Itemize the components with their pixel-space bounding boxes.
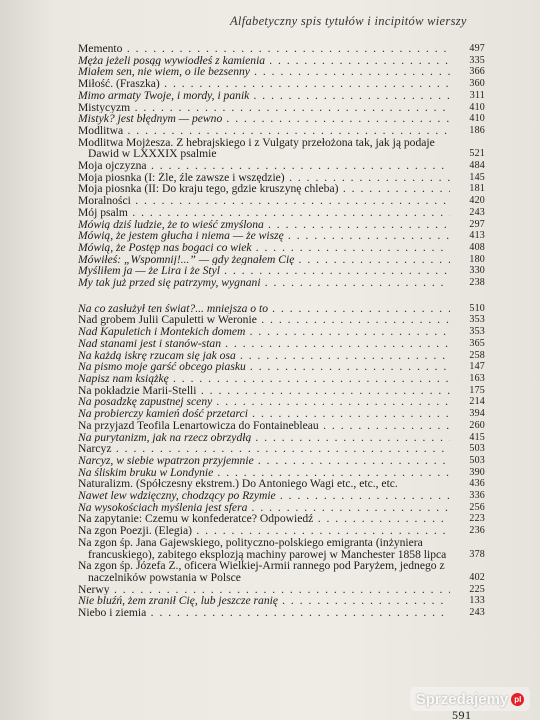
toc-entry-page: 256 xyxy=(469,501,485,513)
toc-entry-title: Nerwy . . . xyxy=(78,584,450,596)
toc-entry-title: Na probierczy kamień dość przetarci . . . xyxy=(78,408,450,420)
toc-entry-title: Nie bluźń, żem zranił Cię, lub jeszcze ranię . . . xyxy=(78,595,450,607)
toc-entry xyxy=(78,455,485,467)
watermark-logo xyxy=(410,687,530,711)
toc-entry-page: 410 xyxy=(469,101,485,113)
toc-entry xyxy=(78,160,485,172)
toc-entry-page: 420 xyxy=(469,195,485,207)
toc-entry-page: 410 xyxy=(469,113,485,125)
toc-entry-page: 145 xyxy=(469,171,485,183)
toc-entry-title: Na każdą iskrę rzucam się jak osa . . . xyxy=(78,350,450,362)
group-gap xyxy=(78,289,485,303)
toc-entry-title: Napisz nam książkę . . . xyxy=(78,373,450,385)
toc-entry xyxy=(78,303,485,315)
toc-entry xyxy=(78,90,485,102)
toc-entry xyxy=(78,102,485,114)
toc-entry-page: 521 xyxy=(469,148,485,160)
toc-entry-title: Na pismo moje garść obcego piasku . . . xyxy=(78,361,450,373)
toc-entry-page: 297 xyxy=(469,218,485,230)
toc-entry-title: Nad grobem Julii Capuletti w Weronie . . . xyxy=(78,314,450,326)
toc-entry-title: Nawet lew wdzięczny, chodzący po Rzymie . . . xyxy=(78,490,450,502)
toc-entry-page: 225 xyxy=(469,583,485,595)
toc-entry-page: 238 xyxy=(469,277,485,289)
toc-entry xyxy=(78,373,485,385)
toc-entry-title: Na zgon Poezji. (Elegia) . . . xyxy=(78,525,450,537)
toc-list xyxy=(78,43,485,619)
toc-entry xyxy=(78,560,485,583)
toc-entry xyxy=(78,66,485,78)
toc-entry-title: Modlitwa Mojżesza. Z hebrajskiego i z Vulgaty przełożona tak, jak ją podaje Dawid w LXXXIX psalmie xyxy=(78,135,435,161)
toc-entry xyxy=(78,137,485,160)
toc-entry-page: 497 xyxy=(469,43,485,54)
toc-entry-page: 378 xyxy=(469,548,485,560)
toc-entry-page: 353 xyxy=(469,326,485,338)
toc-entry xyxy=(78,207,485,219)
toc-entry-page: 243 xyxy=(469,607,485,619)
toc-entry xyxy=(78,265,485,277)
toc-entry-page: 186 xyxy=(469,124,485,136)
toc-entry xyxy=(78,338,485,350)
toc-entry-page: 311 xyxy=(469,89,485,101)
toc-entry-title: Moja piosnka (II: Do kraju tego, gdzie kruszynę chleba) . . . xyxy=(78,183,450,195)
toc-entry-page: 353 xyxy=(469,314,485,326)
toc-entry xyxy=(78,385,485,397)
toc-entry xyxy=(78,172,485,184)
toc-entry xyxy=(78,43,485,55)
toc-entry-page: 163 xyxy=(469,372,485,384)
toc-entry-title: Na pokładzie Marii-Stelli . . . xyxy=(78,385,450,397)
toc-entry-title: Na zgon śp. Jana Gajewskiego, polityczno-polskiego emigranta (inżyniera francuskiego), zabitego eksplozją machiny parowej w Manchester 1858 lipca xyxy=(78,535,447,561)
toc-entry-title: Mistycyzm . . . xyxy=(78,102,450,114)
toc-entry xyxy=(78,478,485,490)
toc-entry-title: Męża jeżeli posąg wywiodłeś z kamienia . . . xyxy=(78,55,450,67)
toc-entry-title: Modlitwa . . . xyxy=(78,125,450,137)
toc-group-n xyxy=(78,303,485,619)
toc-entry xyxy=(78,584,485,596)
toc-entry xyxy=(78,513,485,525)
toc-entry-title: Naturalizm. (Spółczesny ekstrem.) Do Antoniego Wagi etc., etc., etc. xyxy=(78,477,398,491)
toc-entry-title: Na wysokościach myślenia jest sfera . . . xyxy=(78,502,450,514)
toc-entry-page: 180 xyxy=(469,253,485,265)
toc-entry-page: 335 xyxy=(469,54,485,66)
toc-entry-page: 390 xyxy=(469,466,485,478)
toc-entry-title: Miłość. (Fraszka) . . . xyxy=(78,78,450,90)
running-header: Alfabetyczny spis tytułów i incipitów wierszy xyxy=(230,14,467,28)
toc-entry-page: 415 xyxy=(469,431,485,443)
toc-entry-page: 365 xyxy=(469,337,485,349)
toc-entry-page: 260 xyxy=(469,419,485,431)
toc-entry xyxy=(78,314,485,326)
toc-entry xyxy=(78,537,485,560)
toc-entry-title: Narcyz, w siebie wpatrzon przyjemnie . . . xyxy=(78,455,450,467)
toc-entry-page: 484 xyxy=(469,160,485,172)
toc-entry xyxy=(78,183,485,195)
toc-entry-title: Mimo armaty Twoje, i mordy, i panik . . . xyxy=(78,90,450,102)
toc-entry-title: Moja ojczyzna . . . xyxy=(78,160,450,172)
toc-entry-title: Mówią, że jestem głucha i niema — że wiszę . . . xyxy=(78,230,450,242)
toc-entry-page: 394 xyxy=(469,408,485,420)
toc-entry-page: 175 xyxy=(469,384,485,396)
toc-entry-title: Narcyz . . . xyxy=(78,443,450,455)
toc-entry xyxy=(78,432,485,444)
toc-entry-page: 214 xyxy=(469,396,485,408)
toc-entry xyxy=(78,490,485,502)
toc-entry-page: 133 xyxy=(469,595,485,607)
toc-entry xyxy=(78,277,485,289)
toc-entry-title: Mówią dziś ludzie, że to wieść zmyślona . . . xyxy=(78,219,450,231)
toc-entry-title: Mój psalm . . . xyxy=(78,207,450,219)
toc-entry-page: 258 xyxy=(469,349,485,361)
toc-entry-title: Mówiłeś: „Wspomnij!...” — gdy żegnałem Cię . . . xyxy=(78,254,450,266)
toc-entry-title: Na co zasłużył ten świat?... mniejsza o to . . . xyxy=(78,303,450,315)
toc-entry xyxy=(78,195,485,207)
toc-entry xyxy=(78,361,485,373)
toc-entry-page: 236 xyxy=(469,525,485,537)
watermark-badge: pl xyxy=(511,693,524,706)
toc-entry xyxy=(78,396,485,408)
toc-entry-title: My tak już przed się patrzymy, wygnani . . . xyxy=(78,277,450,289)
toc-entry-title: Na przyjazd Teofila Lenartowicza do Fontainebleau . . . xyxy=(78,420,450,432)
toc-entry-page: 360 xyxy=(469,78,485,90)
toc-entry xyxy=(78,113,485,125)
toc-entry-page: 413 xyxy=(469,230,485,242)
toc-entry-page: 510 xyxy=(469,302,485,314)
toc-entry-page: 503 xyxy=(469,443,485,455)
toc-entry-title: Na purytanizm, jak na rzecz obrzydłą . . . xyxy=(78,432,450,444)
toc-entry xyxy=(78,326,485,338)
toc-entry-page: 181 xyxy=(469,183,485,195)
toc-entry-title: Memento . . . xyxy=(78,43,450,55)
watermark-text: Sprzedajemy xyxy=(415,690,509,708)
toc-entry-title: Moralności . . . xyxy=(78,195,450,207)
toc-entry-page: 336 xyxy=(469,490,485,502)
toc-entry-page: 147 xyxy=(469,361,485,373)
toc-entry xyxy=(78,595,485,607)
toc-entry-page: 223 xyxy=(469,513,485,525)
toc-group-m xyxy=(78,43,485,289)
toc-entry xyxy=(78,230,485,242)
toc-entry-title: Na śliskim bruku w Londynie . . . xyxy=(78,467,450,479)
toc-entry xyxy=(78,607,485,619)
toc-entry xyxy=(78,55,485,67)
toc-entry xyxy=(78,350,485,362)
toc-entry-title: Moja piosnka (I: Źle, źle zawsze i wszędzie) . . . xyxy=(78,172,450,184)
toc-entry xyxy=(78,254,485,266)
toc-entry-page: 330 xyxy=(469,265,485,277)
toc-entry xyxy=(78,242,485,254)
toc-entry xyxy=(78,408,485,420)
toc-entry xyxy=(78,125,485,137)
toc-entry-title: Myśliłem ja — że Lira i że Styl . . . xyxy=(78,265,450,277)
toc-entry-page: 366 xyxy=(469,66,485,78)
toc-entry-title: Miałem sen, nie wiem, o ile bezsenny . . . xyxy=(78,66,450,78)
toc-entry-title: Niebo i ziemia . . . xyxy=(78,607,450,619)
toc-entry xyxy=(78,420,485,432)
page-number: 591 xyxy=(452,708,472,720)
toc-entry-title: Mistyk? jest błędnym — pewno . . . xyxy=(78,113,450,125)
toc-entry-page: 243 xyxy=(469,206,485,218)
toc-entry xyxy=(78,502,485,514)
toc-entry xyxy=(78,219,485,231)
toc-entry xyxy=(78,443,485,455)
toc-entry-title: Na zgon śp. Józefa Z., oficera Wielkiej-Armii rannego pod Paryżem, jednego z naczelników powstania w Polsce xyxy=(78,559,445,584)
toc-entry-title: Na zapytanie: Czemu w konfederatce? Odpowiedź . . . xyxy=(78,513,450,525)
toc-entry-title: Na posadzkę zapustnej sceny . . . xyxy=(78,396,450,408)
toc-entry-page: 436 xyxy=(469,478,485,490)
toc-entry-title: Mówią, że Postęp nas bogaci co wiek . . . xyxy=(78,242,450,254)
toc-entry-page: 402 xyxy=(469,571,485,583)
toc-entry-page: 408 xyxy=(469,241,485,253)
toc-entry-page: 503 xyxy=(469,454,485,466)
toc-entry-title: Nad Kapuletich i Montekich domem . . . xyxy=(78,326,450,338)
toc-entry xyxy=(78,78,485,90)
toc-entry-title: Nad stanami jest i stanów-stan . . . xyxy=(78,338,450,350)
